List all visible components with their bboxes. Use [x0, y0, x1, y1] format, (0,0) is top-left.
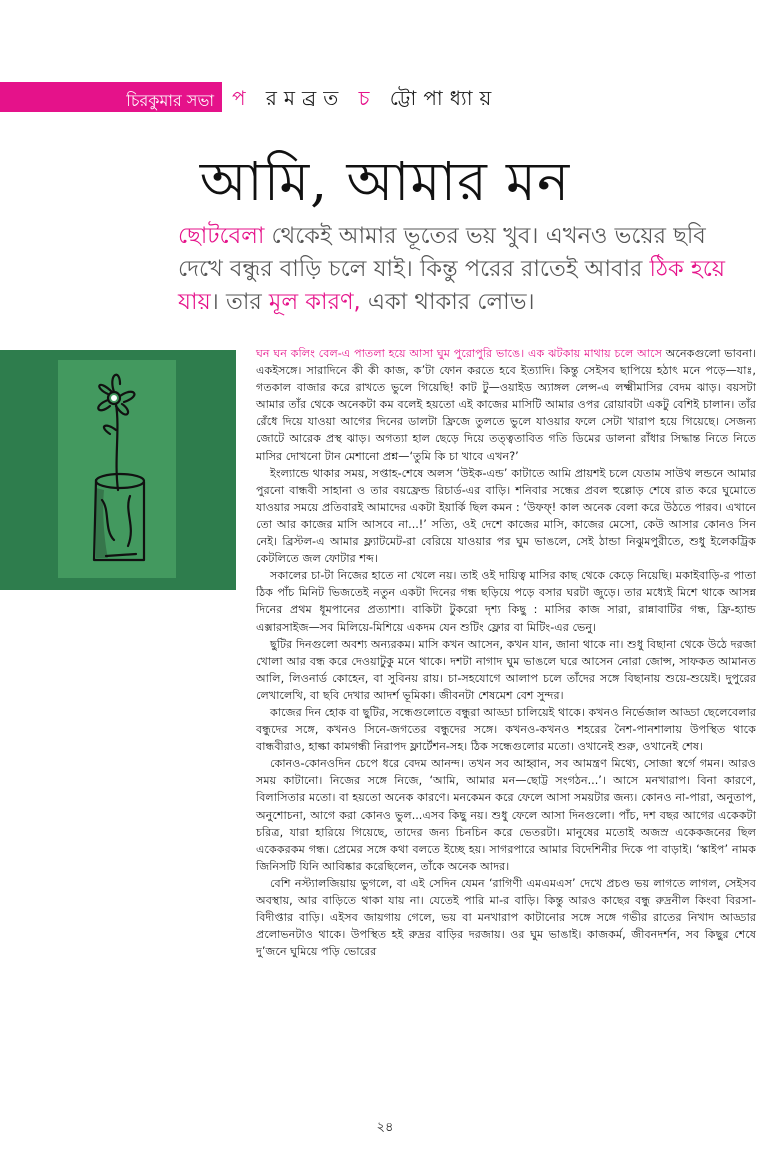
intro-paragraph: [178, 220, 738, 319]
intro-highlight: মূল কারণ,: [268, 289, 361, 315]
intro-highlight: ছোটবেলা: [178, 223, 265, 249]
body-paragraph: কাজের দিন হোক বা ছুটির, সন্ধেগুলোতে বন্ধুরা আড্ডা চালিয়েই থাকে। কখনও নির্ভেজাল আড্ডা ছেলেবেলার বন্ধুদের সঙ্গে, কখনও সিনে-জগতের বন্ধুদের সঙ্গে। কখনও-কখনও শহরের নৈশ-পানশালায় উপস্থিত থাকে বান্ধবীরাও, হাল্কা কামগন্ধী নিরাপদ ফ্লার্টেশন-সহ। ঠিক সন্ধেগুলোর মতো। ওখানেই শুরু, ওখানেই শেষ।: [256, 705, 756, 754]
body-paragraph: ছুটির দিনগুলো অবশ্য অন্যরকম। মাসি কখন আসেন, কখন যান, জানা থাকে না। শুধু বিছানা থেকে উঠে দরজা খোলা আর বন্ধ করে দেওয়াটুকু মনে থাকে। দশটা নাগাদ ঘুম ভাঙলে ঘরে আসেন নোরা জোন্স, সাফকত আমানত আলি, লিওনার্ড কোহেন, বা সুবিনয় রায়। চা-সহযোগে আলাপ চলে তাঁদের সঙ্গে বিছানায় শুয়ে-শুয়েই। দুপুরের লেখালেখি, বা ছবি দেখার আদর্শ ভূমিকা। জীবনটা শেষমেশ বেশ সুন্দর।: [256, 637, 756, 702]
page-number: ২৪: [376, 1120, 394, 1135]
article-body: [256, 345, 756, 960]
intro-text: একা থাকার লোভ।: [360, 289, 535, 315]
body-paragraph: সকালের চা-টা নিজের হাতে না খেলে নয়। তাই ওই দায়িত্ব মাসির কাছ থেকে কেড়ে নিয়েছি। মকাইবাড়ি-র পাতা ঠিক পাঁচ মিনিট ভিজতেই নতুন একটা দিনের গন্ধ ছড়িয়ে পড়ে বসার ঘরটা জুড়ে। তার মধ্যেই মিশে থাকে আসন্ন দিনের প্রথম ধূমপানের প্রত্যাশা। বাকিটা টুকরো দৃশ্য কিছু : মাসির কাজ সারা, রান্নাবাটির গন্ধ, ফ্রি-হ্যান্ড এক্সারসাইজ—সব মিলিয়ে-মিশিয়ে একদম যেন শুটিং ফ্লোর বা মিটিং-এর ভেনু।: [256, 569, 756, 634]
page-title: আমি, আমার মন: [199, 150, 571, 213]
intro-text: থেকেই আমার ভূতের ভয় খুব। এখনও ভয়ের ছবি দেখে বন্ধুর বাড়ি চলে যাই। কিন্তু পরের রাতেই আবার: [178, 223, 706, 282]
section-tag: [0, 82, 222, 112]
body-paragraph: [256, 345, 756, 465]
section-label: চিরকুমার সভা: [126, 91, 214, 110]
lead-text: অনেকগুলো ভাবনা। একইসঙ্গে। সারাদিনে কী কী কাজ, ক’টা ফোন করতে হবে ইত্যাদি। কিন্তু সেইসব ছাপিয়ে হঠাৎ মনে পড়ে—যাঃ, গতকাল বাজার করে রাখতে ভুলে গিয়েছি! কাট টু—ওয়াইড অ্যাঙ্গল লেন্স-এ লক্ষ্মীমাসির বেদম ঝাড়। বয়সটা আমার তাঁর থেকে অনেকটা কম বলেই হয়তো এই কাজের মাসিটি আমার ওপর রোয়াবটা একটু বেশিই চালান। তাঁর রেঁধে দিয়ে যাওয়া আগের দিনের ডালটা ফ্রিজে তুলতে ভুলে যাওয়ার ফলে সেটা খারাপ হয়ে গিয়েছে। সেজন্য জোটে আরেক প্রস্থ ঝাড়। অগত্যা হাল ছেড়ে দিয়ে তত্ত্বতাবিত গতি ডিমের ডালনা রাঁধার সিদ্ধান্ত নিতে নিতে মাসির দোখনো টান মেশানো প্রশ্ন—‘তুমি কি চা খাবে এখন?’: [256, 347, 756, 463]
author-byline: [232, 84, 498, 117]
body-paragraph: কোনও-কোনওদিন চেপে ধরে বেদম আনন্দ। তখন সব আহ্বান, সব আমন্ত্রণ মিথ্যে, সোজা স্বর্গে গমন। আরও সময় কাটানো। নিজের সঙ্গে নিজে, ‘আমি, আমার মন—ছোট্ট সংগঠন...’। আসে মনখারাপ। বিনা কারণে, বিলাসিতার মতো। বা হয়তো অনেক কারণে। মনকেমন করে ফেলে আসা সময়টার জন্য। কোনও না-পারা, অনুতাপ, অনুশোচনা, আগে করা কোনও ভুল...এসব কিছু নয়। শুধু ফেলে আসা দিনগুলো। পাঁচ, দশ বছর আগের একেকটা চরিত্র, যারা হারিয়ে গিয়েছে, তাদের জন্য চিনচিন করে ভেতরটা। মানুষের মতোই অজস্র একেকজনের ছিল একেকরকম গন্ধ। প্রেমের সঙ্গে কথা বলতে ইচ্ছে হয়। সাগরপারে আমার বিদেশিনীর দিকে পা বাড়াই। ‘স্কাইপ’ নামক জিনিসটি যিনি আবিষ্কার করেছিলেন, তাঁকে অনেক আদর।: [256, 757, 757, 873]
lead-highlight: ঘন ঘন কলিং বেল-এ পাতলা হয়ে আসা ঘুম পুরোপুরি ভাঙে। এক ঝটকায় মাথায় চলে আসে: [256, 347, 663, 360]
illustration-panel: [58, 360, 176, 578]
author-part: প: [232, 86, 253, 110]
author-part: চ: [358, 86, 377, 110]
body-paragraph: ইংল্যান্ডে থাকার সময়, সপ্তাহ-শেষে অলস ‘উইক-এন্ড’ কাটাতে আমি প্রায়শই চলে যেতাম সাউথ লন্ডনে আমার পুরনো বান্ধবী সাহানা ও তার বয়ফ্রেন্ড রিচার্ড-এর বাড়ি। শনিবার সন্ধের প্রবল হুল্লোড় শেষে রাত করে ঘুমোতে যাওয়ার সময়ে প্রতিবারই আমাদের একটা ইয়ার্কি ছিল কমন : ‘উফফ্! কাল অনেক বেলা করে উঠতে পারব। এখানে তো আর কাজের মাসি আসবে না...!’ সত্যি, ওই দেশে কাজের মাসি, কাজের মেসো, কেউ আসার কোনও সিন নেই। ব্রিস্টল-এ আমার ফ্ল্যাটমেট-রা বেরিয়ে যাওয়ার পর ঘুম ভাঙলে, সেই ঠান্ডা নিঝুমপুরীতে, শুধু ইলেকট্রিক কেটলিতে জল ফোটার শব্দ।: [256, 466, 756, 566]
intro-text: । তার: [210, 289, 269, 315]
author-part: ট্টোপাধ্যায়: [376, 86, 499, 110]
body-paragraph: বেশি নস্ট্যালজিয়ায় ভুগলে, বা এই সেদিন যেমন ‘রাগিণী এমএমএস’ দেখে প্রচণ্ড ভয় লাগতে লাগল, সেইসব অবস্থায়, আর বাড়িতে থাকা যায় না। যেতেই পারি মা-র বাড়ি। কিন্তু আরও কাছের বন্ধু রুদ্রনীল কিংবা বিরসা-বিদীপ্তার বাড়ি। এইসব জায়গায় গেলে, ভয় বা মনখারাপ কাটানোর সঙ্গে সঙ্গে গভীর রাতের নিখাদ আড্ডার প্রলোভনটাও থাকে। উপস্থিত হই রুদ্রর বাড়ির দরজায়। ওর ঘুম ভাঙাই। কাজকর্ম, জীবনদর্শন, সব কিছুর শেষে দু’জনে ঘুমিয়ে পড়ি ভোরের: [256, 876, 756, 959]
illustration-box: [0, 350, 236, 590]
flower-in-vase-sketch-icon: [58, 360, 176, 578]
intro-highlight: ঠিক হয়ে যায়: [178, 256, 726, 315]
author-part: রমব্রত: [252, 86, 359, 110]
